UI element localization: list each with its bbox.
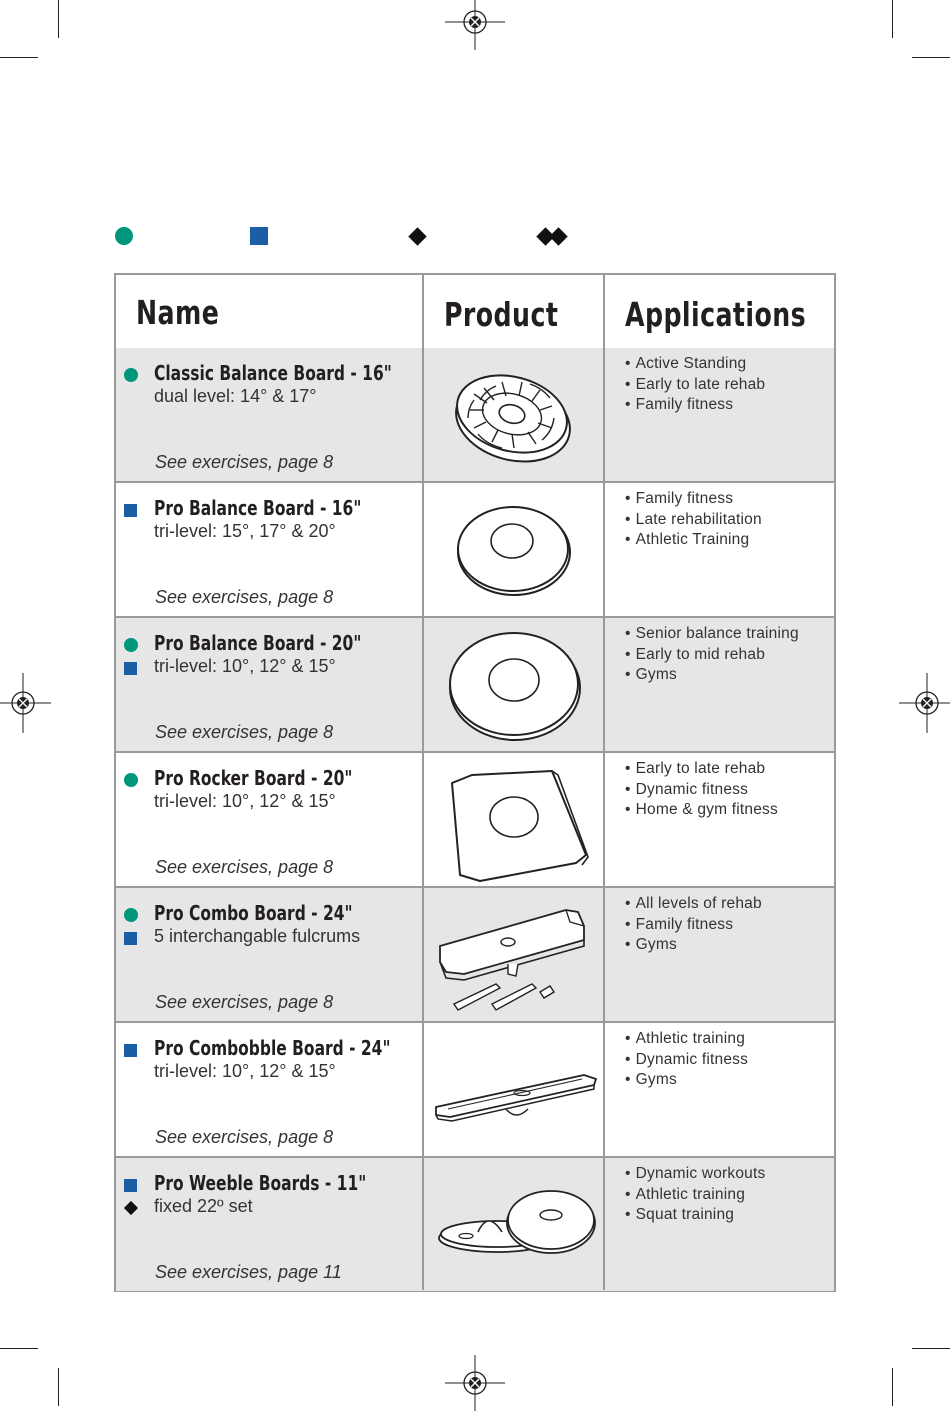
exercise-reference: See exercises, page 8	[155, 857, 334, 877]
exercise-reference: See exercises, page 8	[155, 587, 334, 607]
exercise-reference: See exercises, page 8	[155, 722, 334, 742]
header-applications: Applications	[625, 295, 807, 334]
name-cell	[116, 753, 422, 886]
blue-square-icon	[124, 662, 137, 675]
green-dot-icon	[124, 368, 138, 382]
table-row	[116, 1023, 834, 1158]
name-cell	[116, 1158, 422, 1291]
table-row	[116, 888, 834, 1023]
applications-cell	[605, 888, 834, 1021]
product-spec: tri-level: 10°, 12° & 15°	[154, 1061, 336, 1081]
name-cell	[116, 618, 422, 751]
green-dot-icon	[115, 227, 133, 245]
blue-square-icon	[250, 227, 268, 245]
table-row	[116, 753, 834, 888]
exercise-reference: See exercises, page 8	[155, 452, 334, 472]
application-item: • Family fitness	[625, 395, 765, 416]
application-item: • Late rehabilitation	[625, 510, 762, 531]
product-cell	[424, 1158, 602, 1291]
product-table	[114, 273, 836, 1292]
application-item: • Athletic training	[625, 1185, 765, 1206]
exercise-reference: See exercises, page 11	[155, 1262, 342, 1282]
crop-mark	[912, 1348, 950, 1349]
table-row	[116, 1158, 834, 1291]
product-cell	[424, 888, 602, 1021]
product-name: Classic Balance Board - 16"	[154, 361, 392, 385]
registration-mark-icon	[0, 673, 53, 733]
green-dot-icon	[124, 773, 138, 787]
applications-list	[625, 354, 765, 416]
product-name: Pro Combobble Board - 24"	[154, 1036, 391, 1060]
combo-board-icon	[424, 888, 602, 1021]
table-row	[116, 618, 834, 753]
product-spec: tri-level: 10°, 12° & 15°	[154, 791, 336, 811]
application-item: • Home & gym fitness	[625, 800, 778, 821]
crop-mark	[58, 0, 59, 38]
product-name: Pro Rocker Board - 20"	[154, 766, 353, 790]
blue-square-icon	[124, 504, 137, 517]
weeble-boards-icon	[424, 1158, 602, 1291]
product-name: Pro Weeble Boards - 11"	[154, 1171, 367, 1195]
applications-list	[625, 1029, 748, 1091]
product-spec: dual level: 14° & 17°	[154, 386, 317, 406]
product-cell	[424, 348, 602, 481]
application-item: • Athletic Training	[625, 530, 762, 551]
application-item: • Active Standing	[625, 354, 765, 375]
application-item: • Squat training	[625, 1205, 765, 1226]
applications-list	[625, 489, 762, 551]
name-cell	[116, 348, 422, 481]
name-cell	[116, 888, 422, 1021]
application-item: • Gyms	[625, 935, 762, 956]
double-black-diamond-icon	[539, 230, 565, 248]
applications-cell	[605, 1158, 834, 1291]
product-spec: fixed 22º set	[154, 1196, 253, 1216]
product-cell	[424, 753, 602, 886]
exercise-reference: See exercises, page 8	[155, 1127, 334, 1147]
crop-mark	[912, 57, 950, 58]
crop-mark	[58, 1368, 59, 1406]
header-name: Name	[136, 293, 220, 332]
round-board-large-icon	[424, 618, 602, 751]
application-item: • Gyms	[625, 665, 799, 686]
applications-list	[625, 624, 799, 686]
product-cell	[424, 618, 602, 751]
column-divider	[603, 275, 605, 1290]
rocker-board-icon	[424, 753, 602, 886]
crop-mark	[0, 57, 38, 58]
applications-cell	[605, 753, 834, 886]
application-item: • Early to late rehab	[625, 375, 765, 396]
header-product: Product	[444, 295, 559, 334]
application-item: • Senior balance training	[625, 624, 799, 645]
product-spec: tri-level: 15°, 17° & 20°	[154, 521, 336, 541]
product-spec: tri-level: 10°, 12° & 15°	[154, 656, 336, 676]
application-item: • Dynamic fitness	[625, 1050, 748, 1071]
name-cell	[116, 483, 422, 616]
applications-list	[625, 1164, 765, 1226]
table-row	[116, 348, 834, 483]
application-item: • Dynamic fitness	[625, 780, 778, 801]
difficulty-legend	[113, 224, 593, 250]
blue-square-icon	[124, 932, 137, 945]
registration-mark-icon	[445, 0, 505, 52]
name-cell	[116, 1023, 422, 1156]
application-item: • Dynamic workouts	[625, 1164, 765, 1185]
round-board-icon	[424, 483, 602, 616]
registration-mark-icon	[897, 673, 950, 733]
registration-mark-icon	[445, 1353, 505, 1413]
application-item: • Early to mid rehab	[625, 645, 799, 666]
application-item: • Early to late rehab	[625, 759, 778, 780]
applications-cell	[605, 1023, 834, 1156]
product-spec: 5 interchangable fulcrums	[154, 926, 361, 946]
application-item: • Family fitness	[625, 915, 762, 936]
combobble-board-icon	[424, 1023, 602, 1156]
classic-board-icon	[424, 348, 602, 481]
green-dot-icon	[124, 908, 138, 922]
crop-mark	[0, 1348, 38, 1349]
blue-square-icon	[124, 1044, 137, 1057]
column-divider	[422, 275, 424, 1290]
product-name: Pro Balance Board - 20"	[154, 631, 362, 655]
application-item: • Athletic training	[625, 1029, 748, 1050]
application-item: • Family fitness	[625, 489, 762, 510]
applications-cell	[605, 618, 834, 751]
applications-list	[625, 759, 778, 821]
crop-mark	[892, 0, 893, 38]
exercise-reference: See exercises, page 8	[155, 992, 334, 1012]
applications-list	[625, 894, 762, 956]
black-diamond-icon	[124, 1201, 138, 1215]
green-dot-icon	[124, 638, 138, 652]
product-name: Pro Combo Board - 24"	[154, 901, 353, 925]
product-cell	[424, 483, 602, 616]
table-row	[116, 483, 834, 618]
application-item: • Gyms	[625, 1070, 748, 1091]
table-header	[116, 275, 834, 350]
product-name: Pro Balance Board - 16"	[154, 496, 362, 520]
product-cell	[424, 1023, 602, 1156]
crop-mark	[892, 1368, 893, 1406]
applications-cell	[605, 348, 834, 481]
black-diamond-icon	[411, 230, 424, 248]
application-item: • All levels of rehab	[625, 894, 762, 915]
applications-cell	[605, 483, 834, 616]
blue-square-icon	[124, 1179, 137, 1192]
